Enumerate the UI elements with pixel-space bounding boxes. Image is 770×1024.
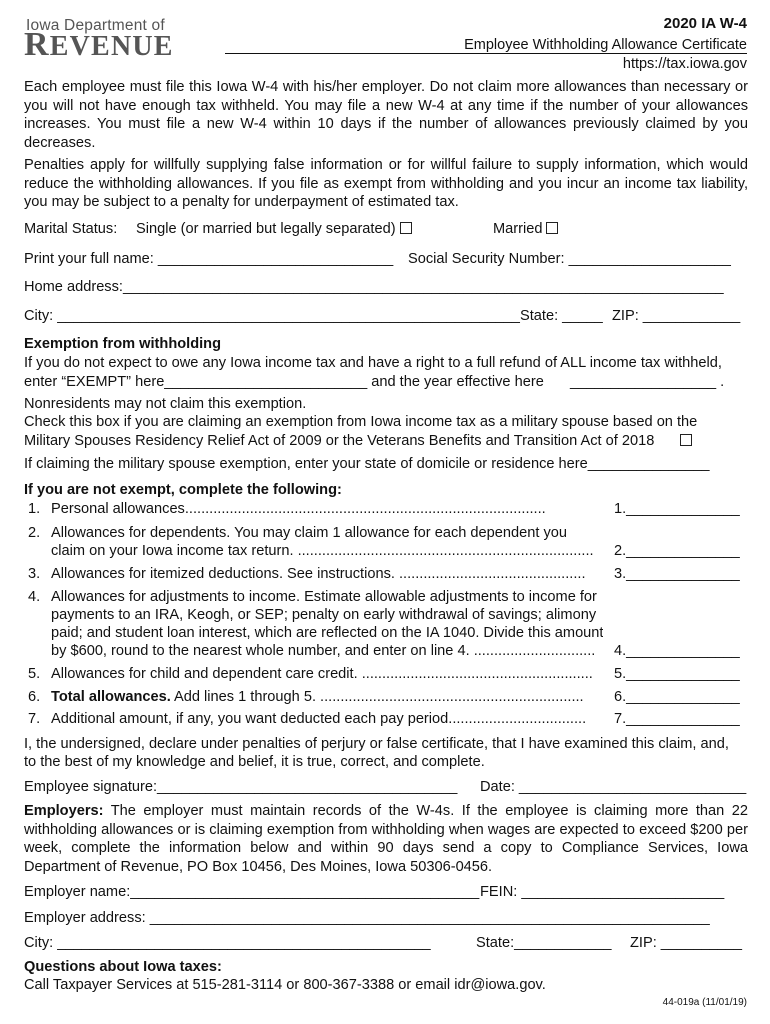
intro-paragraph-1: Each employee must file this Iowa W-4 with his/her employer. Do not claim more allowances than necessary or you will not have enough tax withheld. You may file a new W-4 at any time if the number of your allowances increases. You must file a new W-4 within 10 days if the number of allowances previously claimed by you decreases. bbox=[24, 79, 748, 151]
employers-paragraph bbox=[24, 802, 748, 876]
city-field[interactable]: City: _________________________________________________________ bbox=[24, 308, 520, 324]
allowance-entry-field[interactable]: 3.______________ bbox=[614, 566, 740, 582]
ssn-field[interactable]: Social Security Number: ____________________ bbox=[408, 251, 731, 267]
married-option[interactable] bbox=[493, 220, 558, 238]
domicile-state-field[interactable]: If claiming the military spouse exemption, enter your state of domicile or residence here_______________ bbox=[24, 456, 710, 472]
single-option[interactable] bbox=[136, 220, 412, 238]
allowance-text bbox=[51, 665, 593, 683]
allowance-entry-field[interactable]: 1.______________ bbox=[614, 501, 740, 517]
allowance-text-body: Allowances for itemized deductions. See instructions. .............................................. bbox=[51, 566, 586, 582]
allowance-text-bold: Total allowances. bbox=[51, 689, 171, 705]
employer-zip-field[interactable]: ZIP: __________ bbox=[630, 935, 742, 951]
allowance-number: 2. bbox=[28, 525, 41, 541]
allowance-number: 3. bbox=[28, 566, 41, 582]
allowance-text-body: Allowances for adjustments to income. Estimate allowable adjustments to income for bbox=[51, 589, 597, 605]
allowance-text-body: payments to an IRA, Keogh, or SEP; penalty on early withdrawal of savings; alimony bbox=[51, 607, 597, 623]
allowance-number: 5. bbox=[28, 666, 41, 682]
allowances-heading: If you are not exempt, complete the following: bbox=[24, 482, 342, 498]
allowance-text-body: Additional amount, if any, you want deducted each pay period.................................. bbox=[51, 711, 587, 727]
intro-paragraph-2: Penalties apply for willfully supplying false information or for willful failure to supply information, which would reduce the withholding allowances. If you file as exempt from withholding and you incur an income tax liability, you may be subject to a penalty for underpayment of estimated tax. bbox=[24, 157, 748, 210]
allowance-entry-field[interactable]: 4.______________ bbox=[614, 643, 740, 659]
employer-address-field[interactable]: Employer address: _____________________________________________________________________ bbox=[24, 910, 710, 926]
employer-name-field[interactable]: Employer name:___________________________________________ bbox=[24, 884, 480, 900]
allowance-text bbox=[51, 565, 586, 583]
agency-logo-rest: EVENUE bbox=[49, 31, 174, 62]
questions-contact: Call Taxpayer Services at 515-281-3114 or 800-367-3388 or email idr@iowa.gov. bbox=[24, 977, 546, 993]
allowance-text bbox=[51, 710, 586, 728]
zip-field[interactable]: ZIP: ____________ bbox=[612, 308, 741, 324]
allowance-text bbox=[51, 588, 597, 606]
exemption-line-1: If you do not expect to owe any Iowa income tax and have a right to a full refund of ALL income tax withheld, bbox=[24, 355, 722, 371]
military-line-2-text: Military Spouses Residency Relief Act of 2009 or the Veterans Benefits and Transition Act of 2018 bbox=[24, 433, 655, 449]
allowance-entry-field[interactable]: 5.______________ bbox=[614, 666, 740, 682]
employer-city-field[interactable]: City: ______________________________________________ bbox=[24, 935, 431, 951]
allowance-text-body: Personal allowances......................................................................................... bbox=[51, 501, 546, 517]
agency-logo bbox=[24, 26, 174, 63]
date-field[interactable]: Date: ____________________________ bbox=[480, 779, 747, 795]
allowance-text bbox=[51, 606, 596, 624]
home-address-field[interactable]: Home address:__________________________________________________________________________ bbox=[24, 279, 724, 295]
form-url[interactable]: https://tax.iowa.gov bbox=[622, 56, 747, 72]
allowance-text bbox=[51, 642, 595, 660]
employee-signature-field[interactable]: Employee signature:_____________________________________ bbox=[24, 779, 458, 795]
year-effective-field[interactable]: __________________ . bbox=[570, 374, 725, 390]
allowance-number: 4. bbox=[28, 589, 41, 605]
allowance-text-body: paid; and student loan interest, which are reflected on the IA 1040. Divide this amount bbox=[51, 625, 604, 641]
allowance-text-body: claim on your Iowa income tax return. ......................................................................... bbox=[51, 543, 594, 559]
agency-logo-cap: R bbox=[24, 26, 50, 63]
allowance-entry-field[interactable]: 7.______________ bbox=[614, 711, 740, 727]
single-checkbox[interactable] bbox=[400, 222, 412, 234]
allowance-number: 6. bbox=[28, 689, 41, 705]
allowance-text bbox=[51, 624, 603, 642]
full-name-field[interactable]: Print your full name: _____________________________ bbox=[24, 251, 394, 267]
married-option-label: Married bbox=[493, 221, 543, 237]
allowance-number: 1. bbox=[28, 501, 41, 517]
form-code: 44-019a (11/01/19) bbox=[662, 997, 747, 1008]
header-rule bbox=[225, 53, 747, 54]
military-line-1: Check this box if you are claiming an exemption from Iowa income tax as a military spouse based on the bbox=[24, 414, 698, 430]
military-line-2 bbox=[24, 432, 692, 450]
declaration-line-1: I, the undersigned, declare under penalties of perjury or false certificate, that I have examined this claim, and, bbox=[24, 736, 729, 752]
declaration-line-2: to the best of my knowledge and belief, it is true, correct, and complete. bbox=[24, 754, 485, 770]
form-subtitle: Employee Withholding Allowance Certificate bbox=[464, 37, 747, 53]
fein-field[interactable]: FEIN: _________________________ bbox=[480, 884, 725, 900]
allowance-text-body: Allowances for dependents. You may claim 1 allowance for each dependent you bbox=[51, 525, 567, 541]
employer-state-field[interactable]: State:____________ bbox=[476, 935, 612, 951]
agency-logo-top: Iowa Department of bbox=[26, 17, 165, 34]
allowance-text-body: Add lines 1 through 5. ................................................................. bbox=[170, 689, 584, 705]
allowance-text bbox=[51, 542, 594, 560]
single-option-label: Single (or married but legally separated) bbox=[136, 221, 396, 237]
allowance-text-body: by $600, round to the nearest whole number, and enter on line 4. .............................. bbox=[51, 643, 596, 659]
nonresident-note: Nonresidents may not claim this exemption. bbox=[24, 396, 307, 412]
allowance-number: 7. bbox=[28, 711, 41, 727]
married-checkbox[interactable] bbox=[546, 222, 558, 234]
military-spouse-checkbox[interactable] bbox=[680, 434, 692, 446]
questions-heading: Questions about Iowa taxes: bbox=[24, 959, 222, 975]
exemption-heading: Exemption from withholding bbox=[24, 336, 222, 352]
employers-text: The employer must maintain records of the W-4s. If the employee is claiming more than 22 withholding allowances or is claiming exemption from withholding when wages are expected to exceed $200 per week, complete the information below and within 90 days send a copy to Compliance Services, Iowa Department of Revenue, PO Box 10456, Des Moines, Iowa 50306-0456. bbox=[24, 803, 748, 875]
exempt-entry-field[interactable]: enter “EXEMPT” here_________________________ and the year effective here bbox=[24, 374, 544, 390]
allowance-entry-field[interactable]: 6.______________ bbox=[614, 689, 740, 705]
state-field[interactable]: State: _____ bbox=[520, 308, 603, 324]
allowance-text bbox=[51, 524, 567, 542]
marital-status-label: Marital Status: bbox=[24, 221, 118, 237]
form-title: 2020 IA W-4 bbox=[663, 15, 747, 32]
allowance-text-body: Allowances for child and dependent care credit. ......................................................... bbox=[51, 666, 593, 682]
allowance-text bbox=[51, 688, 584, 706]
allowance-entry-field[interactable]: 2.______________ bbox=[614, 543, 740, 559]
employers-label: Employers: bbox=[24, 803, 104, 819]
allowance-text bbox=[51, 500, 546, 518]
